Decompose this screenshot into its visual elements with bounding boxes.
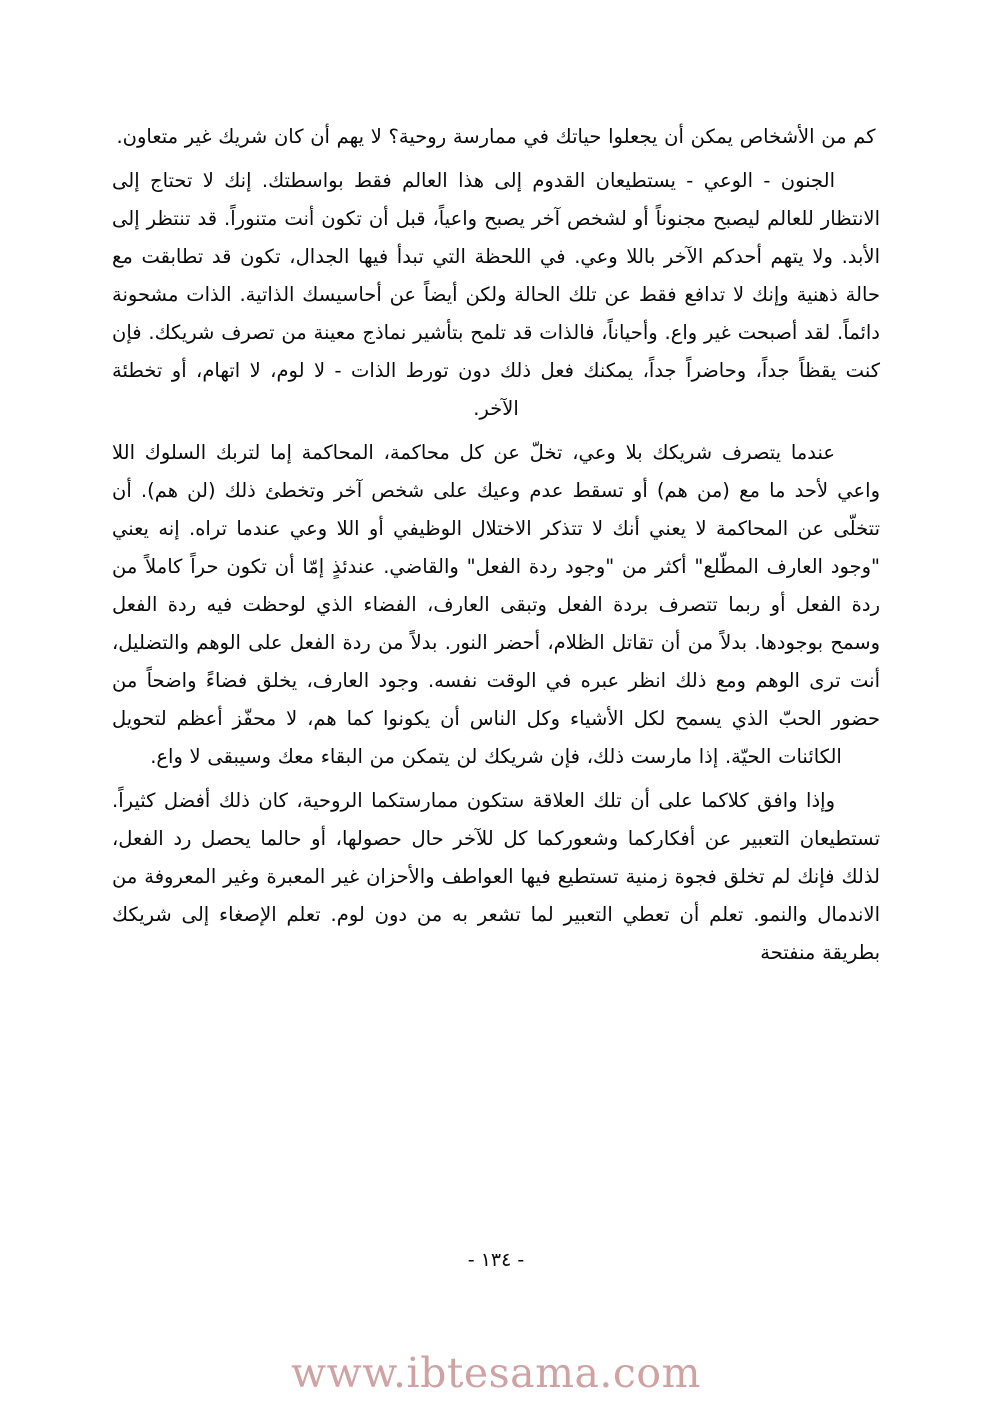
page-number: - ١٣٤ - [467, 1249, 525, 1271]
site-watermark: www.ibtesama.com [291, 1349, 701, 1397]
paragraph-4: وإذا وافق كلاكما على أن تلك العلاقة ستكون ممارستكما الروحية، كان ذلك أفضل كثيراً. تستطيعان التعبير عن أفكاركما وشعوركما كل للآخر حال حصولها، أو حالما يحصل رد الفعل، لذلك فإنك لم تخلق فجوة زمنية تستطيع فيها العواطف والأحزان غير المعبرة وغير المعروفة من الاندمال والنمو. تعلم أن تعطي التعبير لما تشعر به من دون لوم. تعلم الإصغاء إلى شريكك بطريقة منفتحة [112, 789, 880, 964]
paragraph-2: الجنون - الوعي - يستطيعان القدوم إلى هذا العالم فقط بواسطتك. إنك لا تحتاج إلى الانتظار للعالم ليصبح مجنوناً أو لشخص آخر يصبح واعياً، قبل أن تكون أنت متنوراً. قد تنتظر إلى الأبد. ولا يتهم أحدكم الآخر باللا وعي. في اللحظة التي تبدأ فيها الجدال، تكون قد تطابقت مع حالة ذهنية وإنك لا تدافع فقط عن تلك الحالة ولكن أيضاً عن أحاسيسك الذاتية. الذات مشحونة دائماً. لقد أصبحت غير واع. وأحياناً، فالذات قد تلمح بتأشير نماذج معينة من تصرف شريكك. فإن كنت يقظاً جداً، وحاضراً جداً، يمكنك فعل ذلك دون تورط الذات - لا لوم، لا اتهام، أو تخطئة الآخر. [112, 169, 880, 420]
paragraph-3: عندما يتصرف شريكك بلا وعي، تخلّ عن كل محاكمة، المحاكمة إما لتربك السلوك اللا واعي لأحد ما مع (من هم) أو تسقط عدم وعيك على شخص آخر وتخطئ ذلك (لن هم). أن تتخلّى عن المحاكمة لا يعني أنك لا تتذكر الاختلال الوظيفي أو اللا وعي عندما تراه. إنه يعني "وجود العارف المطّلع" أكثر من "وجود ردة الفعل" والقاضي. عندئذٍ إمّا أن تكون حراً كاملاً من ردة الفعل أو ربما تتصرف بردة الفعل وتبقى العارف، الفضاء الذي لوحظت فيه ردة الفعل وسمح بوجودها. بدلاً من أن تقاتل الظلام، أحضر النور. بدلاً من ردة الفعل على الوهم والتضليل، أنت ترى الوهم ومع ذلك انظر عبره في الوقت نفسه. وجود العارف، يخلق فضاءً واضحاً من حضور الحبّ الذي يسمح لكل الأشياء وكل الناس أن يكونوا كما هم، لا محفّز أعظم لتحويل الكائنات الحيّة. إذا مارست ذلك، فإن شريكك لن يتمكن من البقاء معك وسيبقى لا واع. [112, 441, 880, 768]
page-text-body [112, 118, 880, 972]
paragraph-1: كم من الأشخاص يمكن أن يجعلوا حياتك في ممارسة روحية؟ لا يهم أن كان شريك غير متعاون. [116, 125, 876, 148]
